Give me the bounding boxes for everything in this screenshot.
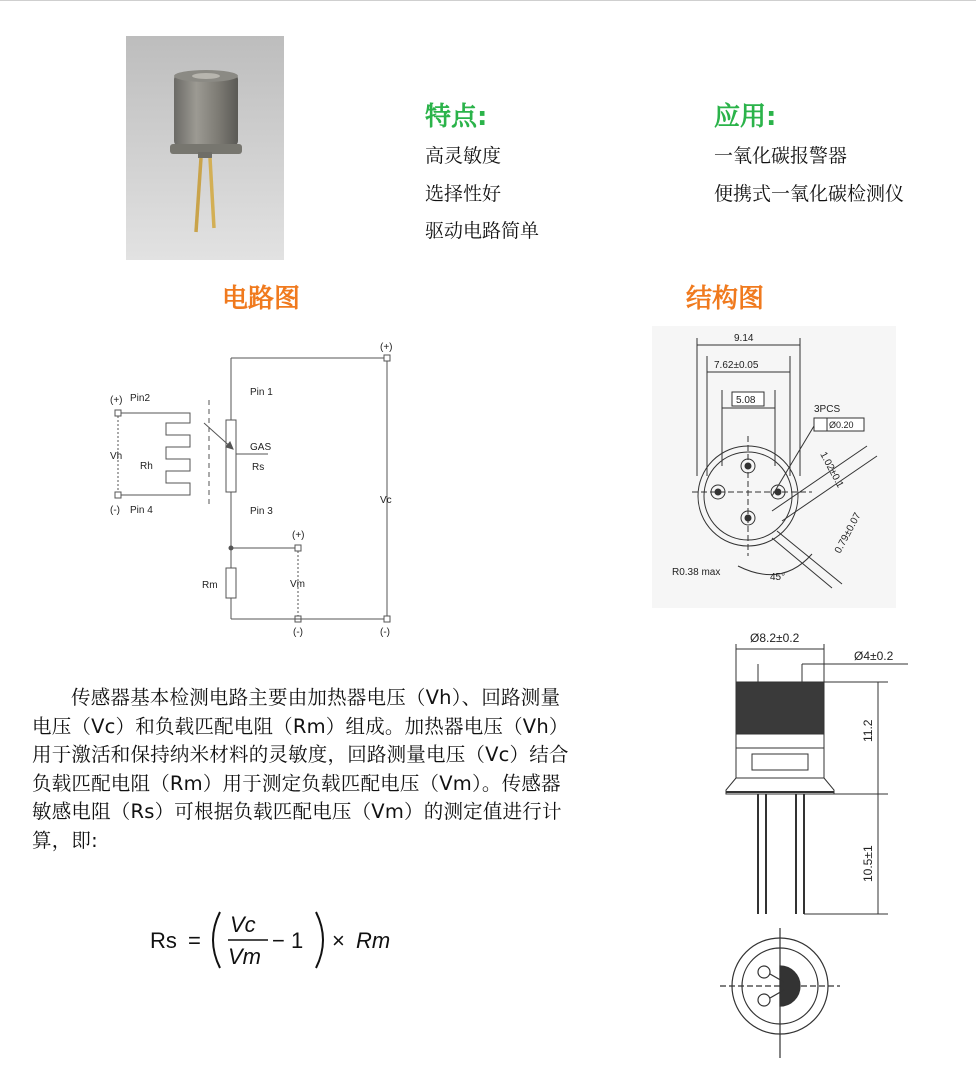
formula-denominator: Vm bbox=[228, 944, 261, 969]
formula-times: × bbox=[332, 928, 345, 953]
pin-dim: 1.02±0.1 bbox=[817, 450, 846, 490]
feature-item: 选择性好 bbox=[425, 183, 502, 205]
vc-label: Vc bbox=[380, 495, 392, 506]
pcs-label: 3PCS bbox=[814, 404, 841, 415]
vm-label: Vm bbox=[290, 579, 305, 590]
application-item: 一氧化碳报警器 bbox=[714, 145, 848, 167]
rs-label: Rs bbox=[252, 462, 265, 473]
structure-side-view bbox=[718, 624, 912, 924]
features-title: 特点: bbox=[425, 102, 488, 132]
applications-title: 应用: bbox=[714, 102, 777, 132]
formula-minus-one: − 1 bbox=[272, 928, 304, 953]
circuit-title: 电路图 bbox=[222, 284, 301, 314]
structure-top-view bbox=[652, 326, 896, 608]
circuit-diagram bbox=[100, 335, 420, 640]
dim-inner: 5.08 bbox=[736, 395, 756, 406]
rs-formula bbox=[150, 902, 410, 978]
formula-lhs: Rs bbox=[150, 928, 177, 953]
rh-label: Rh bbox=[140, 461, 153, 472]
vc-minus-label: (-) bbox=[380, 627, 390, 638]
heater-plus-label: (+) bbox=[110, 395, 123, 406]
formula-numerator: Vc bbox=[230, 912, 256, 937]
pin3-label: Pin 3 bbox=[250, 506, 273, 517]
formula-equals: = bbox=[188, 928, 201, 953]
gas-label: GAS bbox=[250, 442, 272, 453]
lead-dim: 0.79±0.07 bbox=[832, 511, 864, 556]
feature-item: 高灵敏度 bbox=[425, 145, 502, 167]
rm-label: Rm bbox=[202, 580, 218, 591]
dia-body-label: Ø8.2±0.2 bbox=[750, 631, 800, 645]
pin4-label: Pin 4 bbox=[130, 505, 153, 516]
dim-mid: 7.62±0.05 bbox=[714, 360, 759, 371]
feature-item: 驱动电路简单 bbox=[425, 220, 540, 242]
circuit-description: 传感器基本检测电路主要由加热器电压（Vh）、回路测量电压（Vc）和负载匹配电阻（Rm）组成。加热器电压（Vh）用于激活和保持纳米材料的灵敏度，回路测量电压（Vc）结合负载匹配电阻（Rm）用于测定负载匹配电压（Vm）。传感器敏感电阻（Rs）可根据负载匹配电压（Vm）的测定值进行计算，即: bbox=[32, 686, 569, 852]
vc-plus-label: (+) bbox=[380, 342, 393, 353]
lead-length-label: 10.5±1 bbox=[861, 845, 875, 882]
structure-title: 结构图 bbox=[686, 284, 765, 314]
tolerance-label: Ø0.20 bbox=[829, 420, 854, 430]
heater-minus-label: (-) bbox=[110, 505, 120, 516]
dim-outer: 9.14 bbox=[734, 333, 754, 344]
top-divider bbox=[0, 0, 976, 1]
height-label: 11.2 bbox=[861, 719, 875, 742]
vm-plus-label: (+) bbox=[292, 530, 305, 541]
radius-label: R0.38 max bbox=[672, 567, 721, 578]
sensor-photo bbox=[126, 36, 284, 260]
angle-label: 45° bbox=[770, 572, 786, 583]
pin2-label: Pin2 bbox=[130, 393, 151, 404]
application-item: 便携式一氧化碳检测仪 bbox=[714, 183, 905, 205]
structure-bottom-view bbox=[720, 928, 840, 1060]
vh-label: Vh bbox=[110, 451, 123, 462]
formula-rm: Rm bbox=[356, 928, 391, 953]
dia-cap-label: Ø4±0.2 bbox=[854, 649, 894, 663]
pin1-label: Pin 1 bbox=[250, 387, 273, 398]
formula-graphic bbox=[150, 902, 410, 972]
vm-minus-label: (-) bbox=[293, 627, 303, 638]
